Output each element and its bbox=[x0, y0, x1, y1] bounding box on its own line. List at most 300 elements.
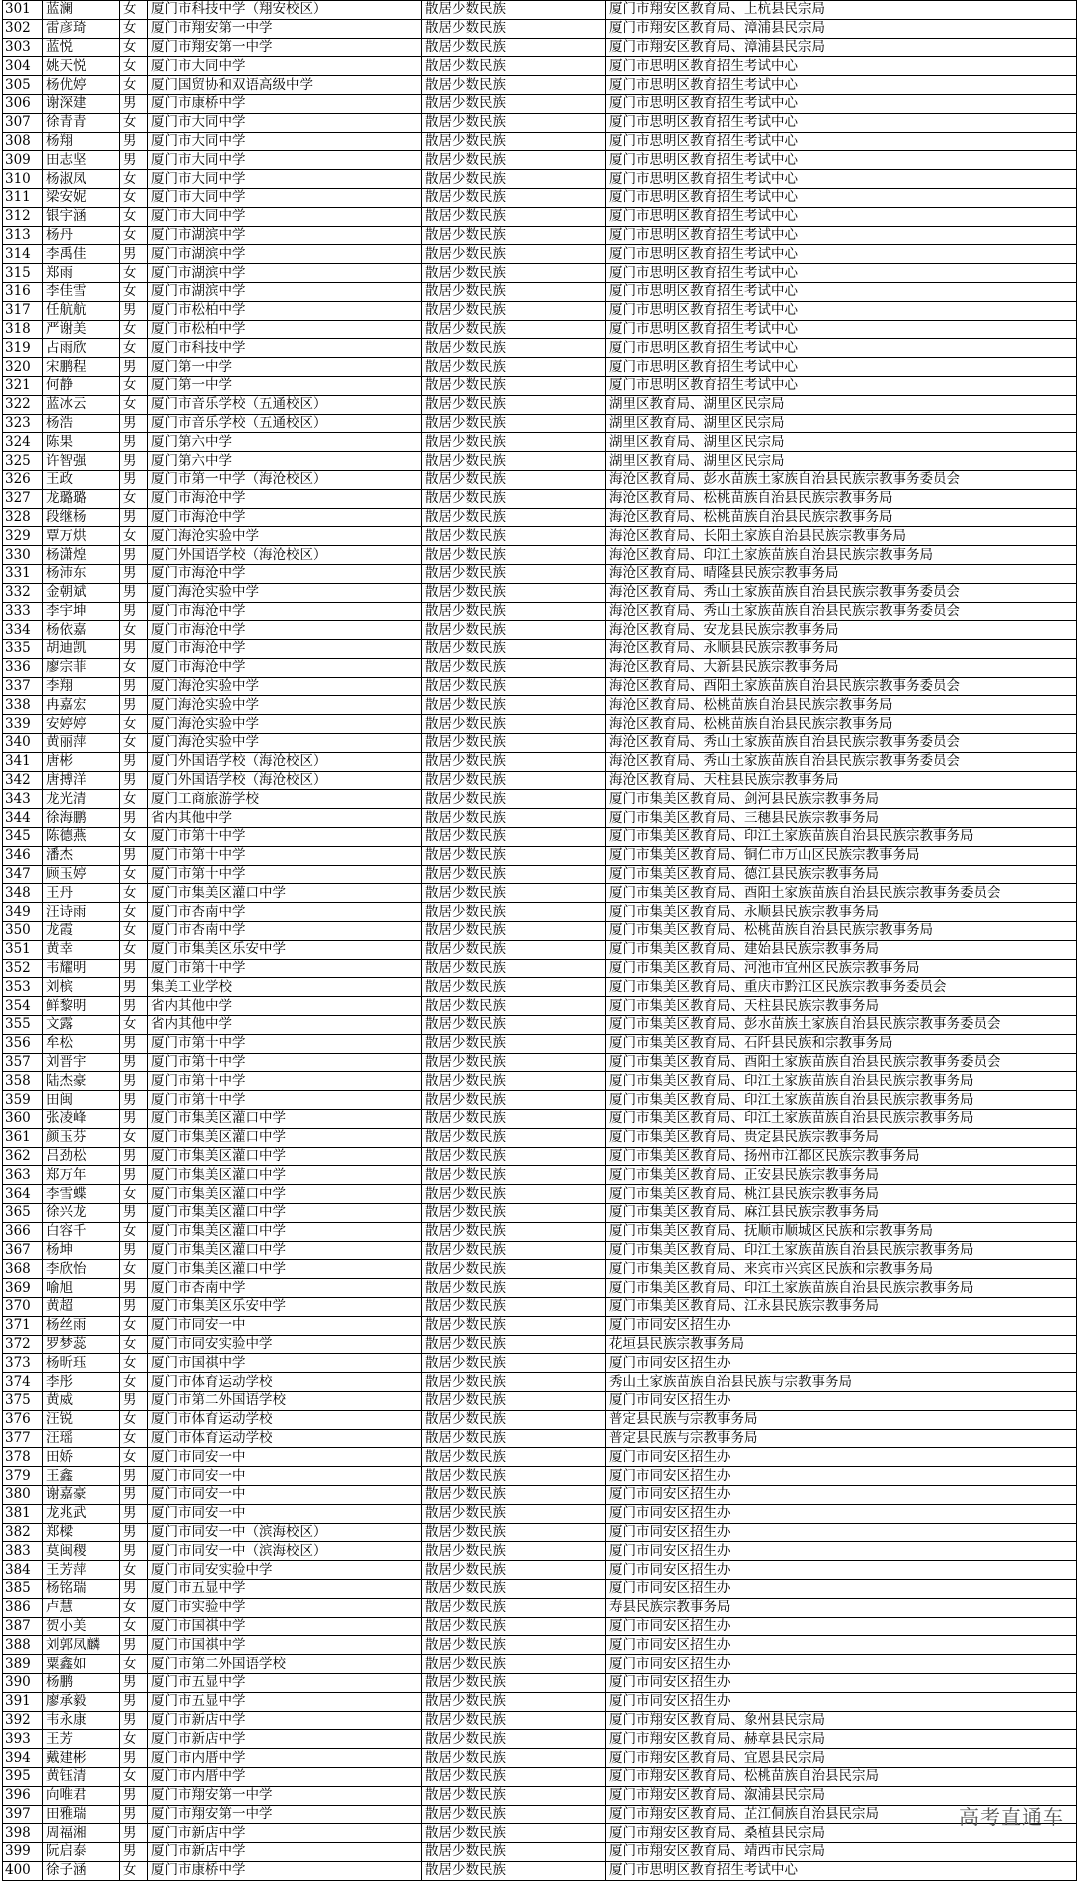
student-name-cell: 郑樑 bbox=[43, 1523, 120, 1542]
school-cell: 厦门海沧实验中学 bbox=[148, 527, 422, 546]
school-cell: 厦门市松柏中学 bbox=[148, 320, 422, 339]
row-number-cell: 393 bbox=[3, 1730, 43, 1749]
row-number-cell: 383 bbox=[3, 1542, 43, 1561]
category-cell: 散居少数民族 bbox=[422, 922, 606, 941]
category-cell: 散居少数民族 bbox=[422, 771, 606, 790]
category-cell: 散居少数民族 bbox=[422, 696, 606, 715]
table-row bbox=[3, 1185, 1077, 1204]
student-name-cell: 黄超 bbox=[43, 1297, 120, 1316]
gender-cell: 男 bbox=[120, 1673, 148, 1692]
student-name-cell: 龙光清 bbox=[43, 790, 120, 809]
department-cell: 厦门市集美区教育局、剑河县民族宗教事务局 bbox=[606, 790, 1077, 809]
gender-cell: 男 bbox=[120, 1053, 148, 1072]
department-cell: 海沧区教育局、大新县民族宗教事务局 bbox=[606, 658, 1077, 677]
category-cell: 散居少数民族 bbox=[422, 1204, 606, 1223]
department-cell: 厦门市同安区招生办 bbox=[606, 1655, 1077, 1674]
row-number-cell: 331 bbox=[3, 564, 43, 583]
student-name-cell: 任航航 bbox=[43, 301, 120, 320]
student-name-cell: 张凌峰 bbox=[43, 1110, 120, 1129]
department-cell: 厦门市同安区招生办 bbox=[606, 1523, 1077, 1542]
department-cell: 厦门市思明区教育招生考试中心 bbox=[606, 151, 1077, 170]
table-row bbox=[3, 395, 1077, 414]
table-row bbox=[3, 978, 1077, 997]
category-cell: 散居少数民族 bbox=[422, 1448, 606, 1467]
school-cell: 厦门海沧实验中学 bbox=[148, 677, 422, 696]
school-cell: 厦门市科技中学 bbox=[148, 339, 422, 358]
student-name-cell: 杨丝雨 bbox=[43, 1316, 120, 1335]
category-cell: 散居少数民族 bbox=[422, 1391, 606, 1410]
table-row bbox=[3, 1053, 1077, 1072]
category-cell: 散居少数民族 bbox=[422, 1467, 606, 1486]
school-cell: 厦门第六中学 bbox=[148, 452, 422, 471]
gender-cell: 女 bbox=[120, 1655, 148, 1674]
row-number-cell: 348 bbox=[3, 884, 43, 903]
row-number-cell: 379 bbox=[3, 1467, 43, 1486]
student-name-cell: 李雪蝶 bbox=[43, 1185, 120, 1204]
school-cell: 厦门市第十中学 bbox=[148, 865, 422, 884]
row-number-cell: 374 bbox=[3, 1373, 43, 1392]
student-name-cell: 谢深建 bbox=[43, 94, 120, 113]
category-cell: 散居少数民族 bbox=[422, 940, 606, 959]
school-cell: 厦门市第十中学 bbox=[148, 1034, 422, 1053]
gender-cell: 女 bbox=[120, 734, 148, 753]
school-cell: 厦门海沧实验中学 bbox=[148, 696, 422, 715]
gender-cell: 女 bbox=[120, 19, 148, 38]
department-cell: 厦门市翔安区教育局、上杭县民宗局 bbox=[606, 1, 1077, 20]
table-row bbox=[3, 696, 1077, 715]
row-number-cell: 315 bbox=[3, 264, 43, 283]
department-cell: 湖里区教育局、湖里区民宗局 bbox=[606, 452, 1077, 471]
table-row bbox=[3, 1655, 1077, 1674]
row-number-cell: 322 bbox=[3, 395, 43, 414]
category-cell: 散居少数民族 bbox=[422, 884, 606, 903]
category-cell: 散居少数民族 bbox=[422, 376, 606, 395]
student-name-cell: 李佳雪 bbox=[43, 282, 120, 301]
category-cell: 散居少数民族 bbox=[422, 1617, 606, 1636]
table-row bbox=[3, 884, 1077, 903]
gender-cell: 女 bbox=[120, 828, 148, 847]
gender-cell: 女 bbox=[120, 1316, 148, 1335]
table-row bbox=[3, 922, 1077, 941]
gender-cell: 男 bbox=[120, 1297, 148, 1316]
category-cell: 散居少数民族 bbox=[422, 1767, 606, 1786]
category-cell: 散居少数民族 bbox=[422, 320, 606, 339]
student-name-cell: 王芳萍 bbox=[43, 1561, 120, 1580]
department-cell: 寿县民族宗教事务局 bbox=[606, 1598, 1077, 1617]
gender-cell: 男 bbox=[120, 696, 148, 715]
row-number-cell: 327 bbox=[3, 489, 43, 508]
gender-cell: 男 bbox=[120, 1485, 148, 1504]
student-name-cell: 潘杰 bbox=[43, 846, 120, 865]
category-cell: 散居少数民族 bbox=[422, 1711, 606, 1730]
category-cell: 散居少数民族 bbox=[422, 959, 606, 978]
school-cell: 厦门市集美区乐安中学 bbox=[148, 1297, 422, 1316]
department-cell: 厦门市翔安区教育局、桑植县民宗局 bbox=[606, 1824, 1077, 1843]
school-cell: 厦门外国语学校（海沧校区） bbox=[148, 771, 422, 790]
school-cell: 厦门市湖滨中学 bbox=[148, 282, 422, 301]
table-row bbox=[3, 583, 1077, 602]
row-number-cell: 365 bbox=[3, 1204, 43, 1223]
category-cell: 散居少数民族 bbox=[422, 1485, 606, 1504]
school-cell: 厦门市杏南中学 bbox=[148, 903, 422, 922]
row-number-cell: 388 bbox=[3, 1636, 43, 1655]
category-cell: 散居少数民族 bbox=[422, 621, 606, 640]
row-number-cell: 301 bbox=[3, 1, 43, 20]
department-cell: 厦门市集美区教育局、河池市宜州区民族宗教事务局 bbox=[606, 959, 1077, 978]
school-cell: 厦门市海沧中学 bbox=[148, 508, 422, 527]
row-number-cell: 358 bbox=[3, 1072, 43, 1091]
gender-cell: 女 bbox=[120, 1, 148, 20]
category-cell: 散居少数民族 bbox=[422, 997, 606, 1016]
student-name-cell: 胡迪凯 bbox=[43, 640, 120, 659]
category-cell: 散居少数民族 bbox=[422, 602, 606, 621]
student-name-cell: 卢慧 bbox=[43, 1598, 120, 1617]
category-cell: 散居少数民族 bbox=[422, 1166, 606, 1185]
department-cell: 海沧区教育局、晴隆县民族宗教事务局 bbox=[606, 564, 1077, 583]
school-cell: 厦门市同安一中 bbox=[148, 1467, 422, 1486]
school-cell: 厦门市康桥中学 bbox=[148, 1861, 422, 1880]
category-cell: 散居少数民族 bbox=[422, 395, 606, 414]
student-name-cell: 陆杰豪 bbox=[43, 1072, 120, 1091]
row-number-cell: 385 bbox=[3, 1579, 43, 1598]
category-cell: 散居少数民族 bbox=[422, 1410, 606, 1429]
school-cell: 厦门海沧实验中学 bbox=[148, 715, 422, 734]
school-cell: 厦门市新店中学 bbox=[148, 1711, 422, 1730]
department-cell: 厦门市集美区教育局、抚顺市顺城区民族和宗教事务局 bbox=[606, 1222, 1077, 1241]
department-cell: 厦门市思明区教育招生考试中心 bbox=[606, 264, 1077, 283]
table-row bbox=[3, 1410, 1077, 1429]
row-number-cell: 318 bbox=[3, 320, 43, 339]
category-cell: 散居少数民族 bbox=[422, 1504, 606, 1523]
row-number-cell: 364 bbox=[3, 1185, 43, 1204]
school-cell: 厦门市国祺中学 bbox=[148, 1617, 422, 1636]
gender-cell: 男 bbox=[120, 1786, 148, 1805]
category-cell: 散居少数民族 bbox=[422, 264, 606, 283]
row-number-cell: 371 bbox=[3, 1316, 43, 1335]
row-number-cell: 314 bbox=[3, 245, 43, 264]
row-number-cell: 305 bbox=[3, 76, 43, 95]
school-cell: 厦门第一中学 bbox=[148, 376, 422, 395]
table-row bbox=[3, 1241, 1077, 1260]
table-row bbox=[3, 903, 1077, 922]
gender-cell: 女 bbox=[120, 790, 148, 809]
table-row bbox=[3, 264, 1077, 283]
department-cell: 厦门市思明区教育招生考试中心 bbox=[606, 245, 1077, 264]
category-cell: 散居少数民族 bbox=[422, 1786, 606, 1805]
student-name-cell: 喻旭 bbox=[43, 1279, 120, 1298]
category-cell: 散居少数民族 bbox=[422, 640, 606, 659]
school-cell: 厦门第六中学 bbox=[148, 433, 422, 452]
table-row bbox=[3, 170, 1077, 189]
category-cell: 散居少数民族 bbox=[422, 414, 606, 433]
gender-cell: 女 bbox=[120, 489, 148, 508]
category-cell: 散居少数民族 bbox=[422, 1598, 606, 1617]
category-cell: 散居少数民族 bbox=[422, 527, 606, 546]
gender-cell: 男 bbox=[120, 1166, 148, 1185]
department-cell: 厦门市同安区招生办 bbox=[606, 1542, 1077, 1561]
table-row bbox=[3, 846, 1077, 865]
student-name-cell: 唐搏洋 bbox=[43, 771, 120, 790]
school-cell: 厦门市第十中学 bbox=[148, 828, 422, 847]
gender-cell: 女 bbox=[120, 1185, 148, 1204]
gender-cell: 男 bbox=[120, 771, 148, 790]
school-cell: 厦门市松柏中学 bbox=[148, 301, 422, 320]
row-number-cell: 345 bbox=[3, 828, 43, 847]
row-number-cell: 352 bbox=[3, 959, 43, 978]
table-row bbox=[3, 508, 1077, 527]
department-cell: 海沧区教育局、印江土家族苗族自治县民族宗教事务局 bbox=[606, 546, 1077, 565]
row-number-cell: 389 bbox=[3, 1655, 43, 1674]
gender-cell: 女 bbox=[120, 207, 148, 226]
department-cell: 厦门市思明区教育招生考试中心 bbox=[606, 57, 1077, 76]
category-cell: 散居少数民族 bbox=[422, 1241, 606, 1260]
row-number-cell: 390 bbox=[3, 1673, 43, 1692]
category-cell: 散居少数民族 bbox=[422, 1185, 606, 1204]
table-row bbox=[3, 1034, 1077, 1053]
student-name-cell: 梁安妮 bbox=[43, 188, 120, 207]
department-cell: 厦门市思明区教育招生考试中心 bbox=[606, 188, 1077, 207]
department-cell: 厦门市集美区教育局、建始县民族宗教事务局 bbox=[606, 940, 1077, 959]
student-name-cell: 李禹佳 bbox=[43, 245, 120, 264]
category-cell: 散居少数民族 bbox=[422, 1354, 606, 1373]
student-name-cell: 郑雨 bbox=[43, 264, 120, 283]
row-number-cell: 355 bbox=[3, 1016, 43, 1035]
student-name-cell: 覃万烘 bbox=[43, 527, 120, 546]
department-cell: 厦门市翔安区教育局、松桃苗族自治县民宗局 bbox=[606, 1767, 1077, 1786]
gender-cell: 男 bbox=[120, 1843, 148, 1862]
row-number-cell: 344 bbox=[3, 809, 43, 828]
row-number-cell: 316 bbox=[3, 282, 43, 301]
department-cell: 海沧区教育局、酉阳土家族苗族自治县民族宗教事务委员会 bbox=[606, 677, 1077, 696]
student-name-cell: 韦耀明 bbox=[43, 959, 120, 978]
department-cell: 普定县民族与宗教事务局 bbox=[606, 1410, 1077, 1429]
table-row bbox=[3, 489, 1077, 508]
row-number-cell: 360 bbox=[3, 1110, 43, 1129]
student-name-cell: 唐彬 bbox=[43, 752, 120, 771]
department-cell: 厦门市思明区教育招生考试中心 bbox=[606, 132, 1077, 151]
student-name-cell: 安婷婷 bbox=[43, 715, 120, 734]
department-cell: 厦门市集美区教育局、松桃苗族自治县民族宗教事务局 bbox=[606, 922, 1077, 941]
student-name-cell: 金朝斌 bbox=[43, 583, 120, 602]
school-cell: 厦门市大同中学 bbox=[148, 132, 422, 151]
department-cell: 厦门市集美区教育局、正安县民族宗教事务局 bbox=[606, 1166, 1077, 1185]
table-row bbox=[3, 282, 1077, 301]
gender-cell: 男 bbox=[120, 151, 148, 170]
student-name-cell: 李宇坤 bbox=[43, 602, 120, 621]
department-cell: 厦门市集美区教育局、铜仁市万山区民族宗教事务局 bbox=[606, 846, 1077, 865]
table-row bbox=[3, 1373, 1077, 1392]
student-name-cell: 徐青青 bbox=[43, 113, 120, 132]
table-row bbox=[3, 809, 1077, 828]
category-cell: 散居少数民族 bbox=[422, 1673, 606, 1692]
gender-cell: 男 bbox=[120, 846, 148, 865]
department-cell: 厦门市思明区教育招生考试中心 bbox=[606, 301, 1077, 320]
table-row bbox=[3, 734, 1077, 753]
student-name-cell: 田娇 bbox=[43, 1448, 120, 1467]
category-cell: 散居少数民族 bbox=[422, 170, 606, 189]
school-cell: 厦门外国语学校（海沧校区） bbox=[148, 752, 422, 771]
row-number-cell: 362 bbox=[3, 1147, 43, 1166]
category-cell: 散居少数民族 bbox=[422, 1128, 606, 1147]
gender-cell: 女 bbox=[120, 658, 148, 677]
school-cell: 厦门市湖滨中学 bbox=[148, 226, 422, 245]
table-row bbox=[3, 752, 1077, 771]
category-cell: 散居少数民族 bbox=[422, 151, 606, 170]
category-cell: 散居少数民族 bbox=[422, 1861, 606, 1880]
department-cell: 厦门市思明区教育招生考试中心 bbox=[606, 1861, 1077, 1880]
department-cell: 厦门市翔安区教育局、宜恩县民宗局 bbox=[606, 1749, 1077, 1768]
gender-cell: 男 bbox=[120, 358, 148, 377]
department-cell: 海沧区教育局、长阳土家族自治县民族宗教事务局 bbox=[606, 527, 1077, 546]
category-cell: 散居少数民族 bbox=[422, 809, 606, 828]
student-name-cell: 刘槟 bbox=[43, 978, 120, 997]
table-row bbox=[3, 828, 1077, 847]
school-cell: 厦门市同安一中 bbox=[148, 1504, 422, 1523]
department-cell: 厦门市集美区教育局、印江土家族苗族自治县民族宗教事务局 bbox=[606, 1279, 1077, 1298]
row-number-cell: 312 bbox=[3, 207, 43, 226]
row-number-cell: 323 bbox=[3, 414, 43, 433]
school-cell: 厦门市集美区灌口中学 bbox=[148, 1110, 422, 1129]
category-cell: 散居少数民族 bbox=[422, 1730, 606, 1749]
gender-cell: 男 bbox=[120, 433, 148, 452]
student-name-cell: 蓝冰云 bbox=[43, 395, 120, 414]
category-cell: 散居少数民族 bbox=[422, 828, 606, 847]
category-cell: 散居少数民族 bbox=[422, 470, 606, 489]
table-row bbox=[3, 452, 1077, 471]
department-cell: 厦门市翔安区教育局、赫章县民宗局 bbox=[606, 1730, 1077, 1749]
gender-cell: 男 bbox=[120, 1579, 148, 1598]
school-cell: 厦门市音乐学校（五通校区） bbox=[148, 395, 422, 414]
student-name-cell: 杨鹏 bbox=[43, 1673, 120, 1692]
student-name-cell: 徐兴龙 bbox=[43, 1204, 120, 1223]
category-cell: 散居少数民族 bbox=[422, 1655, 606, 1674]
category-cell: 散居少数民族 bbox=[422, 583, 606, 602]
department-cell: 厦门市集美区教育局、印江土家族苗族自治县民族宗教事务局 bbox=[606, 1241, 1077, 1260]
category-cell: 散居少数民族 bbox=[422, 564, 606, 583]
department-cell: 厦门市集美区教育局、江永县民族宗教事务局 bbox=[606, 1297, 1077, 1316]
student-name-cell: 黄丽萍 bbox=[43, 734, 120, 753]
gender-cell: 男 bbox=[120, 1504, 148, 1523]
gender-cell: 男 bbox=[120, 1072, 148, 1091]
school-cell: 集美工业学校 bbox=[148, 978, 422, 997]
school-cell: 厦门市翔安第一中学 bbox=[148, 1786, 422, 1805]
category-cell: 散居少数民族 bbox=[422, 1843, 606, 1862]
gender-cell: 女 bbox=[120, 1730, 148, 1749]
department-cell: 厦门市集美区教育局、印江土家族苗族自治县民族宗教事务局 bbox=[606, 1072, 1077, 1091]
school-cell: 厦门市湖滨中学 bbox=[148, 264, 422, 283]
table-row bbox=[3, 1786, 1077, 1805]
gender-cell: 女 bbox=[120, 903, 148, 922]
table-row bbox=[3, 76, 1077, 95]
category-cell: 散居少数民族 bbox=[422, 790, 606, 809]
row-number-cell: 336 bbox=[3, 658, 43, 677]
student-name-cell: 杨丹 bbox=[43, 226, 120, 245]
gender-cell: 男 bbox=[120, 1805, 148, 1824]
department-cell: 厦门市集美区教育局、贵定县民族宗教事务局 bbox=[606, 1128, 1077, 1147]
row-number-cell: 381 bbox=[3, 1504, 43, 1523]
gender-cell: 男 bbox=[120, 1542, 148, 1561]
school-cell: 厦门市海沧中学 bbox=[148, 489, 422, 508]
department-cell: 厦门市同安区招生办 bbox=[606, 1504, 1077, 1523]
row-number-cell: 353 bbox=[3, 978, 43, 997]
student-name-cell: 徐子涵 bbox=[43, 1861, 120, 1880]
student-name-cell: 王政 bbox=[43, 470, 120, 489]
department-cell: 花垣县民族宗教事务局 bbox=[606, 1335, 1077, 1354]
department-cell: 海沧区教育局、秀山土家族苗族自治县民族宗教事务委员会 bbox=[606, 734, 1077, 753]
row-number-cell: 317 bbox=[3, 301, 43, 320]
gender-cell: 女 bbox=[120, 1561, 148, 1580]
department-cell: 厦门市思明区教育招生考试中心 bbox=[606, 207, 1077, 226]
row-number-cell: 378 bbox=[3, 1448, 43, 1467]
gender-cell: 女 bbox=[120, 170, 148, 189]
gender-cell: 女 bbox=[120, 1373, 148, 1392]
category-cell: 散居少数民族 bbox=[422, 132, 606, 151]
row-number-cell: 320 bbox=[3, 358, 43, 377]
school-cell: 厦门市海沧中学 bbox=[148, 564, 422, 583]
gender-cell: 女 bbox=[120, 1128, 148, 1147]
school-cell: 厦门市海沧中学 bbox=[148, 602, 422, 621]
gender-cell: 男 bbox=[120, 1204, 148, 1223]
row-number-cell: 399 bbox=[3, 1843, 43, 1862]
student-name-cell: 鲜黎明 bbox=[43, 997, 120, 1016]
category-cell: 散居少数民族 bbox=[422, 1749, 606, 1768]
table-row bbox=[3, 940, 1077, 959]
table-row bbox=[3, 564, 1077, 583]
row-number-cell: 308 bbox=[3, 132, 43, 151]
gender-cell: 男 bbox=[120, 452, 148, 471]
gender-cell: 男 bbox=[120, 959, 148, 978]
student-name-cell: 莫闽稷 bbox=[43, 1542, 120, 1561]
row-number-cell: 386 bbox=[3, 1598, 43, 1617]
row-number-cell: 400 bbox=[3, 1861, 43, 1880]
department-cell: 厦门市集美区教育局、扬州市江都区民族宗教事务局 bbox=[606, 1147, 1077, 1166]
gender-cell: 男 bbox=[120, 132, 148, 151]
student-name-cell: 牟松 bbox=[43, 1034, 120, 1053]
school-cell: 厦门市第一中学（海沧校区） bbox=[148, 470, 422, 489]
gender-cell: 女 bbox=[120, 376, 148, 395]
student-name-cell: 廖承毅 bbox=[43, 1692, 120, 1711]
student-name-cell: 汪锐 bbox=[43, 1410, 120, 1429]
row-number-cell: 395 bbox=[3, 1767, 43, 1786]
table-row bbox=[3, 1072, 1077, 1091]
student-name-cell: 白容千 bbox=[43, 1222, 120, 1241]
gender-cell: 女 bbox=[120, 76, 148, 95]
row-number-cell: 361 bbox=[3, 1128, 43, 1147]
table-row bbox=[3, 790, 1077, 809]
department-cell: 厦门市思明区教育招生考试中心 bbox=[606, 76, 1077, 95]
gender-cell: 男 bbox=[120, 752, 148, 771]
student-name-cell: 粟鑫如 bbox=[43, 1655, 120, 1674]
student-name-cell: 杨铭瑞 bbox=[43, 1579, 120, 1598]
row-number-cell: 311 bbox=[3, 188, 43, 207]
table-row bbox=[3, 1166, 1077, 1185]
student-name-cell: 罗梦蕊 bbox=[43, 1335, 120, 1354]
category-cell: 散居少数民族 bbox=[422, 1316, 606, 1335]
department-cell: 海沧区教育局、安龙县民族宗教事务局 bbox=[606, 621, 1077, 640]
department-cell: 厦门市同安区招生办 bbox=[606, 1448, 1077, 1467]
school-cell: 省内其他中学 bbox=[148, 1016, 422, 1035]
student-name-cell: 王鑫 bbox=[43, 1467, 120, 1486]
table-row bbox=[3, 658, 1077, 677]
gender-cell: 男 bbox=[120, 1523, 148, 1542]
category-cell: 散居少数民族 bbox=[422, 301, 606, 320]
table-row bbox=[3, 602, 1077, 621]
department-cell: 厦门市思明区教育招生考试中心 bbox=[606, 339, 1077, 358]
row-number-cell: 359 bbox=[3, 1091, 43, 1110]
gender-cell: 男 bbox=[120, 1034, 148, 1053]
gender-cell: 男 bbox=[120, 978, 148, 997]
student-name-cell: 王丹 bbox=[43, 884, 120, 903]
